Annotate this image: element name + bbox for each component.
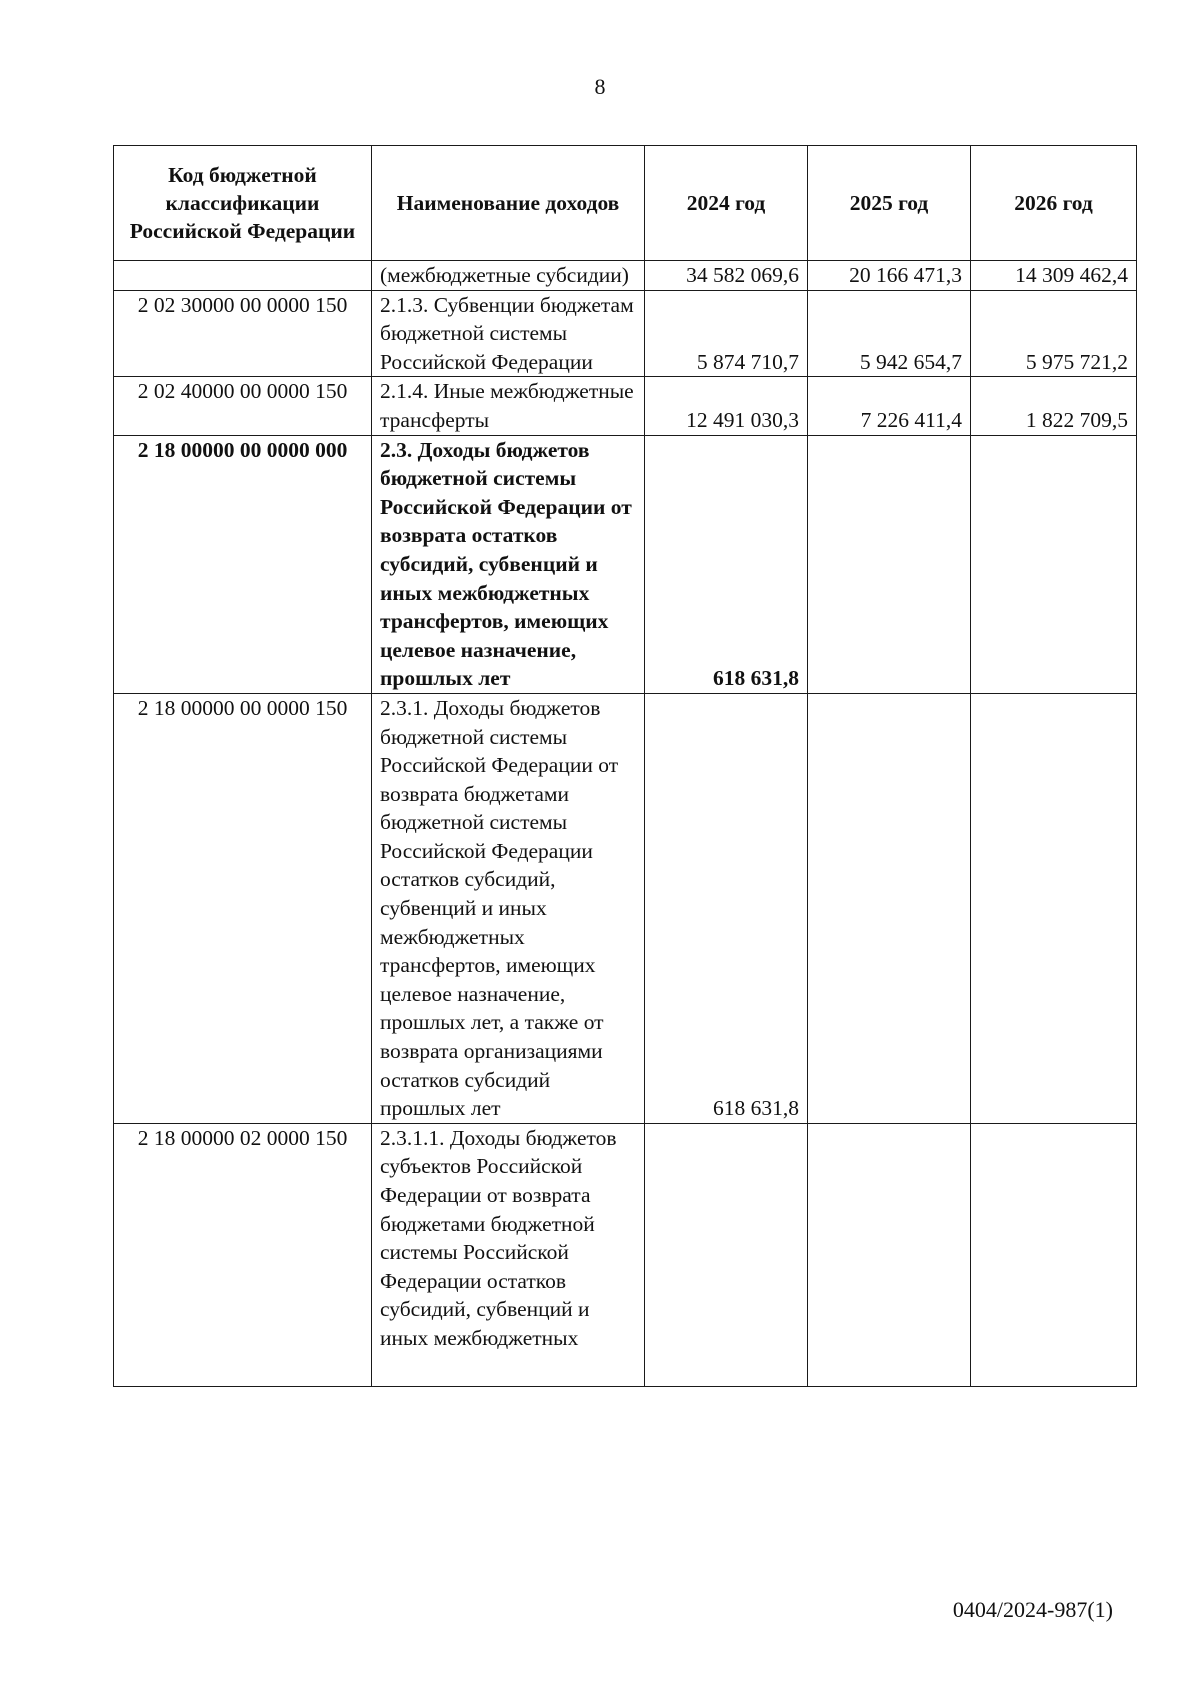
table-row xyxy=(114,1123,1137,1386)
header-year-2026: 2026 год xyxy=(971,146,1137,261)
table-row xyxy=(114,261,1137,291)
header-year-2024: 2024 год xyxy=(645,146,808,261)
row-code: 2 18 00000 00 0000 000 xyxy=(114,435,372,693)
table-row xyxy=(114,377,1137,435)
header-name: Наименование доходов xyxy=(372,146,645,261)
row-value-2024: 618 631,8 xyxy=(645,435,808,693)
row-name: 2.3.1.1. Доходы бюджетов субъектов Российской Федерации от возврата бюджетами бюджетной системы Российской Федерации остатков субсидий, субвенций и иных межбюджетных xyxy=(372,1123,645,1386)
row-value-2026: 14 309 462,4 xyxy=(971,261,1137,291)
budget-revenue-table xyxy=(113,145,1137,1387)
header-code: Код бюджетной классификации Российской Федерации xyxy=(114,146,372,261)
row-name: 2.3. Доходы бюджетов бюджетной системы Российской Федерации от возврата остатков субсидий, субвенций и иных межбюджетных трансфертов, имеющих целевое назначение, прошлых лет xyxy=(372,435,645,693)
row-code: 2 18 00000 00 0000 150 xyxy=(114,693,372,1123)
row-value-2024: 5 874 710,7 xyxy=(645,290,808,377)
table-row-section-total xyxy=(114,435,1137,693)
row-name: (межбюджетные субсидии) xyxy=(372,261,645,291)
row-value-2025: 5 942 654,7 xyxy=(808,290,971,377)
row-value-2025 xyxy=(808,435,971,693)
row-value-2026: 5 975 721,2 xyxy=(971,290,1137,377)
row-value-2026 xyxy=(971,693,1137,1123)
document-registration-number: 0404/2024-987(1) xyxy=(952,1597,1113,1622)
row-value-2024 xyxy=(645,1123,808,1386)
page-number: 8 xyxy=(594,74,606,99)
row-value-2025: 20 166 471,3 xyxy=(808,261,971,291)
row-code: 2 02 30000 00 0000 150 xyxy=(114,290,372,377)
table-header-row xyxy=(114,146,1137,261)
row-code xyxy=(114,261,372,291)
row-value-2026: 1 822 709,5 xyxy=(971,377,1137,435)
table-row xyxy=(114,693,1137,1123)
row-name: 2.1.3. Субвенции бюджетам бюджетной системы Российской Федерации xyxy=(372,290,645,377)
row-value-2024: 618 631,8 xyxy=(645,693,808,1123)
row-value-2024: 34 582 069,6 xyxy=(645,261,808,291)
row-name: 2.3.1. Доходы бюджетов бюджетной системы Российской Федерации от возврата бюджетами бюджетной системы Российской Федерации остатков субсидий, субвенций и иных межбюджетных трансфертов, имеющих целевое назначение, прошлых лет, а также от возврата организациями остатков субсидий прошлых лет xyxy=(372,693,645,1123)
row-value-2025 xyxy=(808,693,971,1123)
row-code: 2 02 40000 00 0000 150 xyxy=(114,377,372,435)
table-row xyxy=(114,290,1137,377)
row-value-2025 xyxy=(808,1123,971,1386)
row-value-2025: 7 226 411,4 xyxy=(808,377,971,435)
row-value-2024: 12 491 030,3 xyxy=(645,377,808,435)
row-name: 2.1.4. Иные межбюджетные трансферты xyxy=(372,377,645,435)
row-code: 2 18 00000 02 0000 150 xyxy=(114,1123,372,1386)
row-value-2026 xyxy=(971,435,1137,693)
header-year-2025: 2025 год xyxy=(808,146,971,261)
row-value-2026 xyxy=(971,1123,1137,1386)
